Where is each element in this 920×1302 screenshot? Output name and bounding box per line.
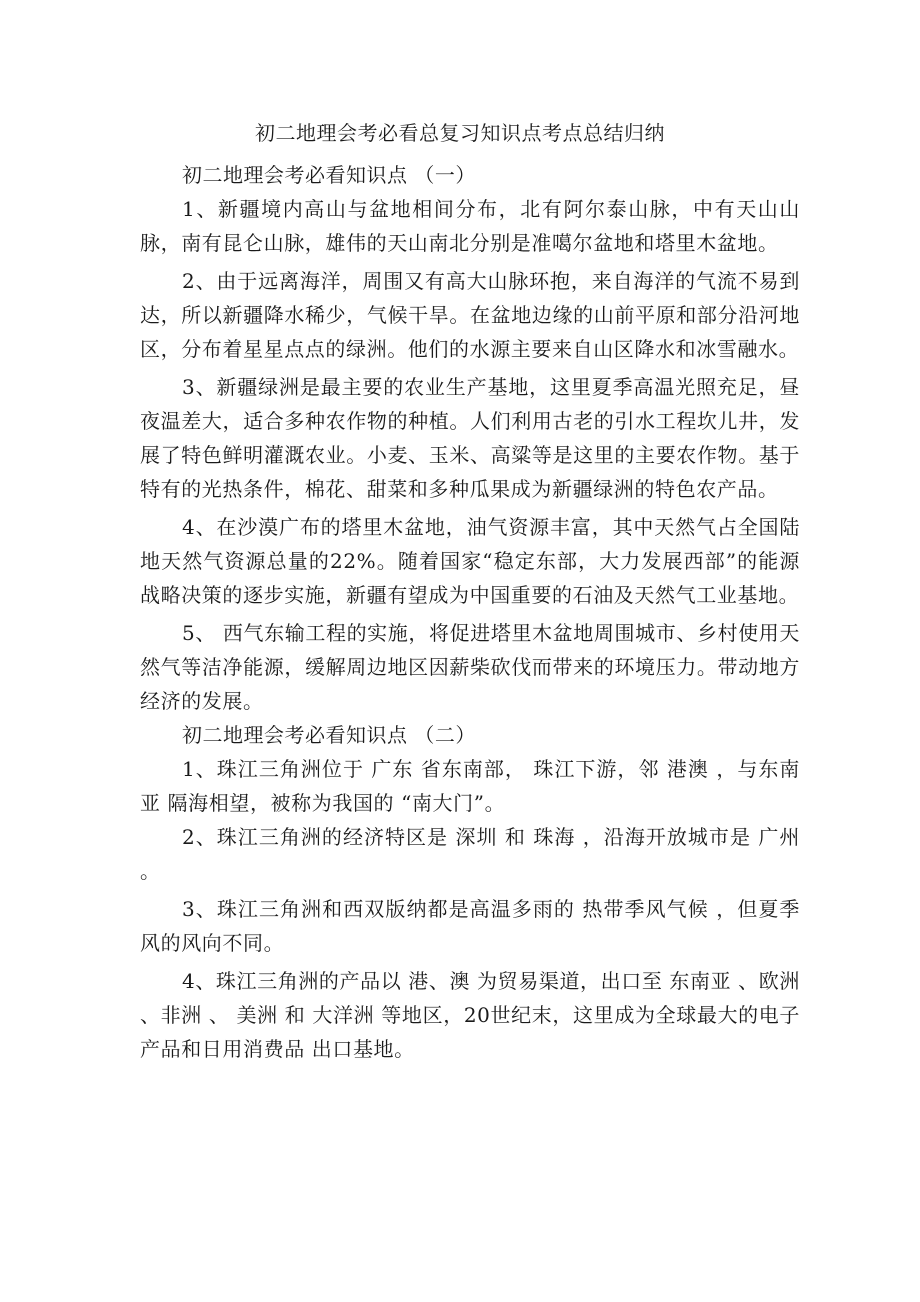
paragraph: 4、珠江三角洲的产品以 港、澳 为贸易渠道，出口至 东南亚 、欧洲 、非洲 、 美洲 和 大洋洲 等地区，20世纪末，这里成为全球最大的电子产品和日用消费品 出口基地。 (140, 969, 800, 1061)
paragraph: 1、珠江三角洲位于 广东 省东南部， 珠江下游，邻 港澳 ，与东南亚 隔海相望，被称为我国的 “南大门”。 (140, 757, 800, 815)
paragraph: 3、新疆绿洲是最主要的农业生产基地，这里夏季高温光照充足，昼夜温差大，适合多种农作物的种植。人们利用古老的引水工程坎儿井，发展了特色鲜明灌溉农业。小麦、玉米、高粱等是这里的主要农作物。基于特有的光热条件，棉花、甜菜和多种瓜果成为新疆绿洲的特色农产品。 (140, 375, 800, 501)
paragraph: 3、珠江三角洲和西双版纳都是高温多雨的 热带季风气候 ，但夏季风的风向不同。 (140, 897, 800, 955)
document-title: 初二地理会考必看总复习知识点考点总结归纳 (255, 121, 665, 145)
paragraph: 1、新疆境内高山与盆地相间分布，北有阿尔泰山脉，中有天山山脉，南有昆仑山脉，雄伟的天山南北分别是准噶尔盆地和塔里木盆地。 (140, 197, 800, 255)
paragraph: 2、珠江三角洲的经济特区是 深圳 和 珠海 ，沿海开放城市是 广州 。 (140, 825, 800, 883)
section-heading-1: 初二地理会考必看知识点 （一） (182, 163, 476, 187)
paragraph: 5、 西气东输工程的实施，将促进塔里木盆地周围城市、乡村使用天然气等洁净能源，缓解周边地区因薪柴砍伐而带来的环境压力。带动地方经济的发展。 (140, 621, 800, 713)
paragraph: 4、在沙漠广布的塔里木盆地，油气资源丰富，其中天然气占全国陆地天然气资源总量的22%。随着国家“稳定东部，大力发展西部”的能源战略决策的逐步实施，新疆有望成为中国重要的石油及天然气工业基地。 (140, 515, 800, 607)
document-body (140, 158, 800, 1066)
paragraph: 2、由于远离海洋，周围又有高大山脉环抱，来自海洋的气流不易到达，所以新疆降水稀少，气候干旱。在盆地边缘的山前平原和部分沿河地区，分布着星星点点的绿洲。他们的水源主要来自山区降水和冰雪融水。 (140, 269, 800, 361)
section-heading-2: 初二地理会考必看知识点 （二） (182, 723, 476, 747)
